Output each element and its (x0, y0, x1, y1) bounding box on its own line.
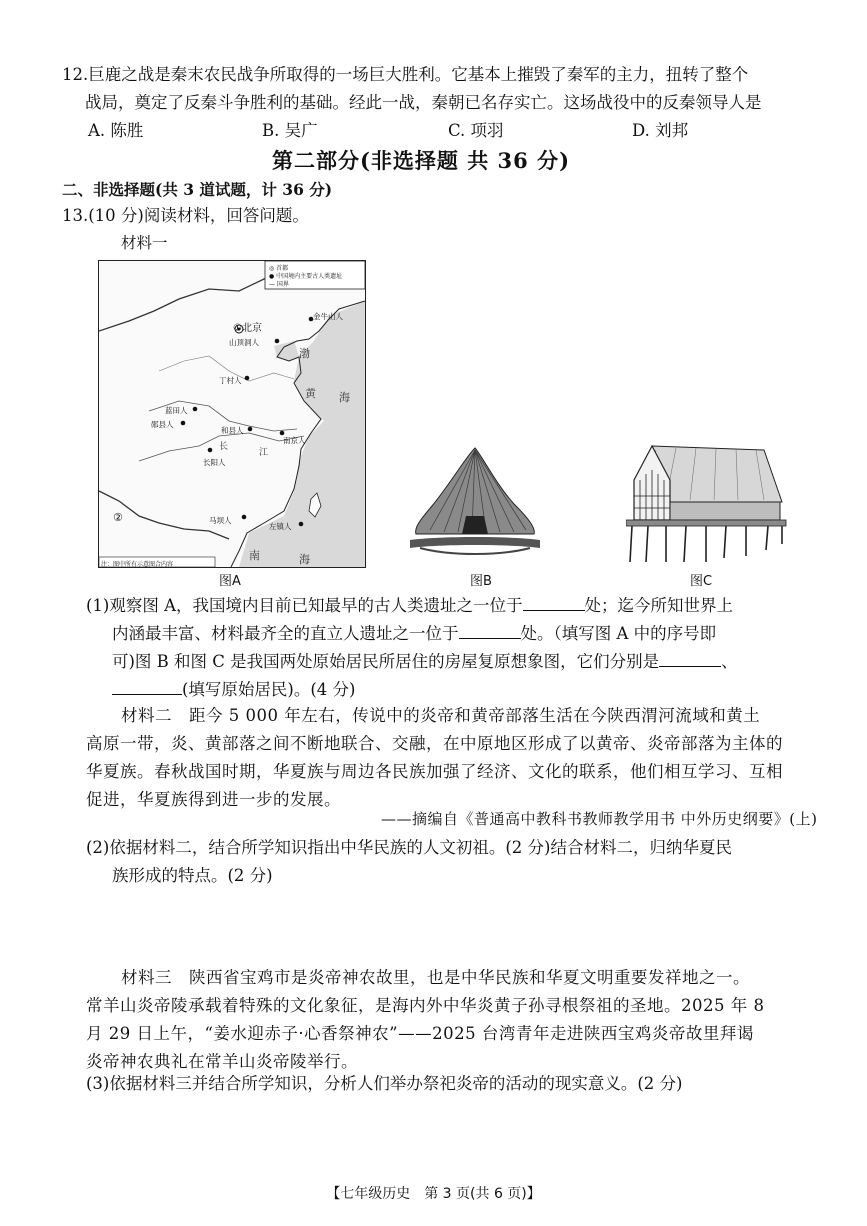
q13-1-line1-text-a: (1)观察图 A，我国境内目前已知最早的古人类遗址之一位于 (86, 596, 523, 615)
hut-illustration-b (410, 444, 540, 566)
answer-blank-1[interactable] (523, 596, 585, 611)
material3-line4: 炎帝神农典礼在常羊山炎帝陵举行。 (86, 1052, 358, 1071)
q12-option-a: A. 陈胜 (88, 121, 144, 140)
caption-figure-a: 图A (219, 574, 241, 589)
map-label-yunxian: 郧县人 (151, 420, 174, 429)
map-legend-capital: ◎ 首都 (269, 265, 289, 272)
map-label-jinniushan: 金牛山人 (313, 312, 343, 321)
material2-line2: 高原一带，炎、黄部落之间不断地联合、交融，在中原地区形成了以黄帝、炎帝部落为主体的 (86, 734, 783, 753)
section-heading: 二、非选择题(共 3 道试题，计 36 分) (62, 180, 333, 199)
map-sea-hai2: 海 (299, 553, 310, 566)
q13-1-line3 (112, 652, 738, 671)
q13-1-line1 (86, 596, 733, 615)
q13-1-line2-text-b: 处。（填写图 A 中的序号即 (520, 624, 717, 643)
q12-option-c: C. 项羽 (448, 121, 504, 140)
map-label-nanjing: 南京人 (283, 436, 306, 445)
map-legend-border: — 国界 (269, 281, 289, 288)
map-figure-a (98, 260, 366, 568)
material3-line1: 材料三 陕西省宝鸡市是炎帝神农故里，也是中华民族和华夏文明重要发祥地之一。 (121, 968, 750, 987)
q13-2-line2: 族形成的特点。(2 分) (112, 866, 273, 885)
map-sea-huang: 黄 (305, 387, 316, 400)
map-river-chang: 长 (219, 442, 229, 452)
q13-3-line1: (3)依据材料三并结合所学知识，分析人们举办祭祀炎帝的活动的现实意义。(2 分) (86, 1074, 683, 1093)
answer-blank-3[interactable] (659, 652, 721, 667)
caption-figure-c: 图C (690, 574, 713, 589)
map-sea-hai1: 海 (339, 391, 350, 404)
map-label-shandingdong: 山顶洞人 (229, 338, 259, 347)
material2-line4: 促进，华夏族得到进一步的发展。 (86, 790, 341, 809)
material2-line1: 材料二 距今 5 000 年左右，传说中的炎帝和黄帝部落生活在今陕西渭河流域和黄土 (121, 706, 761, 725)
q13-1-line4-text: (填写原始居民)。(4 分) (182, 680, 356, 699)
part2-title: 第二部分(非选择题 共 36 分) (272, 148, 571, 173)
material3-line3: 月 29 日上午，“姜水迎赤子·心香祭神农”——2025 台湾青年走进陕西宝鸡炎帝故里拜谒 (86, 1024, 754, 1043)
material1-label: 材料一 (121, 234, 168, 252)
q12-option-d: D. 刘邦 (632, 121, 689, 140)
map-label-dingcun: 丁村人 (219, 376, 242, 385)
q13-1-line1-text-b: 处；迄今所知世界上 (584, 596, 734, 615)
map-note: 注：图中所有示意图合内容 (101, 561, 174, 568)
q12-option-b: B. 吴广 (262, 121, 318, 140)
q13-heading: 13.(10 分)阅读材料，回答问题。 (62, 206, 309, 225)
map-sea-nan: 南 (249, 549, 260, 562)
map-label-lantian: 蓝田人 (165, 406, 188, 415)
q13-1-line2-text-a: 内涵最丰富、材料最齐全的直立人遗址之一位于 (112, 624, 459, 643)
q13-1-line2 (112, 624, 716, 643)
q13-1-line3-text-a: 可)图 B 和图 C 是我国两处原始居民所居住的房屋复原想象图，它们分别是 (112, 652, 660, 671)
q12-stem-line1: 12.巨鹿之战是秦末农民战争所取得的一场巨大胜利。它基本上摧毁了秦军的主力，扭转了整个 (62, 65, 749, 84)
map-label-hexian: 和县人 (221, 426, 244, 435)
stilt-house-illustration-c (626, 440, 790, 566)
caption-figure-b: 图B (470, 574, 492, 589)
q13-1-line4 (112, 680, 356, 699)
q13-1-line3-text-b: 、 (721, 652, 738, 671)
map-label-maba: 马坝人 (209, 516, 232, 525)
material3-line2: 常羊山炎帝陵承载着特殊的文化象征，是海内外中华炎黄子孙寻根祭祖的圣地。2025 年 8 (86, 996, 765, 1015)
q12-stem-line2: 战局，奠定了反秦斗争胜利的基础。经此一战，秦朝已名存实亡。这场战役中的反秦领导人是 (85, 93, 762, 112)
answer-blank-4[interactable] (112, 680, 182, 695)
map-river-jiang: 江 (259, 448, 269, 458)
q13-2-line1: (2)依据材料二，结合所学知识指出中华民族的人文初祖。(2 分)结合材料二，归纳华夏民 (86, 838, 732, 857)
map-legend-sites: ● 中国境内主要古人类遗址 (269, 273, 343, 280)
map-drawing (99, 261, 365, 567)
material2-line3: 华夏族。春秋战国时期，华夏族与周边各民族加强了经济、文化的联系，他们相互学习、互相 (86, 762, 783, 781)
answer-blank-2[interactable] (459, 624, 521, 639)
material2-source: ——摘编自《普通高中教科书教师教学用书 中外历史纲要》(上) (381, 810, 818, 828)
map-label-beijing: ①北京 (233, 323, 262, 334)
map-sea-bohai: 渤 (299, 347, 310, 360)
map-site-2-marker: ② (113, 511, 123, 524)
page-footer: 【七年级历史 第 3 页(共 6 页)】 (326, 1186, 541, 1202)
map-label-changyang: 长阳人 (203, 458, 226, 467)
map-label-zuozhen: 左镇人 (269, 522, 292, 531)
